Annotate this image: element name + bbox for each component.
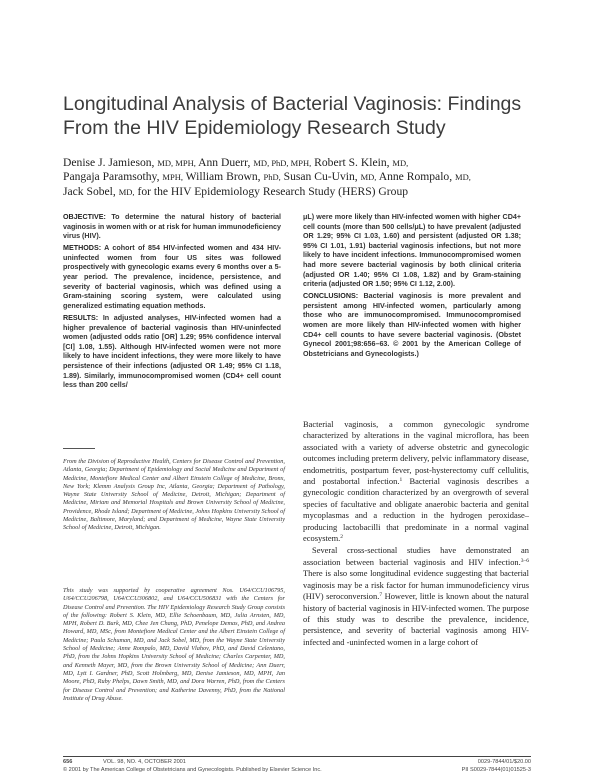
affiliations-footnote: From the Division of Reproductive Health, Centers for Disease Control and Prevention, Atlanta, Georgia; Department of Epidemiology and Social Medicine and Department of Medicine, Montefiore Medical Center and Albert Einstein College of Medicine, Bronx, New York; Klemm Analysis Group Inc, Atlanta, Georgia; Department of Pathology, Wayne State University School of Medicine, Detroit, Michigan; Department of Medicine, Miriam and Memorial Hospitals and Brown University School of Medicine, Providence, Rhode Island; Department of Medicine, Johns Hopkins University School of Medicine, Baltimore, Maryland; and Department of Medicine, Wayne State University School of Medicine, Detroit, Michigan.	[63, 458, 285, 532]
author-degree: PhD,	[263, 172, 281, 183]
citation-ref[interactable]: 2	[340, 534, 344, 541]
author-degree: MD, PhD, MPH,	[253, 158, 312, 168]
results-heading: RESULTS:	[63, 313, 99, 322]
author-name: Robert S. Klein,	[314, 156, 390, 169]
pii-identifier: PII S0029-7844(01)01525-3	[461, 767, 531, 773]
issn-price: 0029-7844/01/$20.00	[477, 759, 531, 765]
support-footnote: This study was supported by cooperative agreement Nos. U64/CCU106795, U64/CCU206798, U64/CCU306802, and U64/CCU506831 with the Centers for Disease Control and Prevention. The HIV Epidemiology Research Study Group consists of the following: Robert S. Klein, MD, Ellie Schoenbaum, MD, Julia Arnsten, MD, MPH, Robert D. Burk, MD, Chee Jen Chang, PhD, Penelope Demas, PhD, and Andrea Howard, MD, MSc, from Montefiore Medical Center and the Albert Einstein College of Medicine; Paula Schuman, MD, and Jack Sobel, MD, from the Wayne State University School of Medicine; Anne Rompalo, MD, David Vlahov, PhD, and David Celentano, PhD, from the Johns Hopkins University School of Medicine; Charles Carpenter, MD, and Kenneth Mayer, MD, from the Brown University School of Medicine; Ann Duerr, MD, Lytt I. Gardner, PhD, Scott Holmberg, MD, Denise Jamieson, MD, MPH, Jan Moore, PhD, Ruby Phelps, Dawn Smith, MD, and Dora Warren, PhD, from the Centers for Disease Control and Prevention; and Katherine Davenny, PhD, from the National Institute of Drug Abuse.	[63, 587, 285, 702]
author-name: Susan Cu-Uvin,	[283, 170, 358, 184]
author-list	[63, 156, 543, 199]
body-paragraph: Bacterial vaginosis, a common gynecologic syndrome characterized by alterations in the vaginal microflora, has been associated with a variety of adverse obstetric and gynecologic outcomes including preterm delivery, pelvic inflammatory disease, endometritis, postpartum fever, post-hysterectomy cuff cellulitis, and postabortal infection.$^1$ Bacterial vaginosis describes a gynecologic condition characterized by an overgrowth of several species of facultative and obligate anaerobic bacteria and genital mycoplasmas and a reduction in the hydrogen peroxidase–producing lactobacilli that predominate in a normal vaginal ecosystem.$^2$	[303, 419, 530, 544]
copyright-notice: © 2001 by The American College of Obstetricians and Gynecologists. Published by Elsevier Science Inc.	[63, 767, 322, 773]
author-name: Denise J. Jamieson,	[63, 156, 155, 169]
title-line-1: Longitudinal Analysis of Bacterial Vaginosis: Findings	[63, 93, 522, 115]
author-group: for the HIV Epidemiology Research Study (HERS) Group	[137, 184, 409, 198]
article-body	[303, 419, 529, 648]
citation-ref[interactable]: 3–6	[520, 557, 529, 564]
footnote-divider	[63, 448, 95, 449]
abstract-methods	[63, 244, 281, 311]
author-name: Anne Rompalo,	[378, 170, 453, 184]
abstract-results	[63, 314, 281, 391]
page-number: 656	[63, 759, 73, 765]
methods-text: A cohort of 854 HIV-infected women and 434 HIV-uninfected women from four US sites was followed prospectively with gynecologic exams every 6 months over a 5-year period. The prevalence, incidence, persistence, and severity of bacterial vaginosis, which was defined using a Gram-staining scoring system, were calculated using generalized estimating equation methods.	[63, 244, 281, 310]
objective-heading: OBJECTIVE:	[63, 213, 106, 221]
abstract-objective	[63, 213, 281, 242]
author-name: Pangaja Paramsothy,	[63, 170, 160, 184]
article-title	[63, 92, 563, 140]
citation-ref[interactable]: 1	[399, 477, 403, 484]
abstract-left-column	[63, 213, 281, 393]
author-degree: MD,	[118, 186, 135, 197]
abstract-conclusions	[303, 292, 521, 359]
abstract-results-continued: μL) were more likely than HIV-infected women with higher CD4+ cell counts (more than 500 cells/μL) to have prevalent (adjusted OR 1.29; 95% CI 1.03, 1.60) and persistent (adjusted OR 1.38; 95% CI 1.01, 1.91) bacterial vaginosis infections, but not more likely to have incident infections. Immunocompromised women had more severe bacterial vaginosis by both clinical criteria (adjusted OR 1.40; 95% CI 1.08, 1.82) and by Gram-staining criteria (adjusted OR 1.50; 95% CI 1.12, 2.00).	[303, 213, 521, 289]
journal-volume: VOL. 98, NO. 4, OCTOBER 2001	[103, 759, 186, 765]
footer-divider	[63, 756, 531, 757]
abstract-right-column	[303, 213, 521, 362]
author-name: William Brown,	[185, 170, 261, 184]
author-degree: MD,	[392, 158, 409, 168]
conclusions-heading: CONCLUSIONS:	[303, 292, 359, 301]
body-paragraph: Several cross-sectional studies have demonstrated an association between bacterial vaginosis and HIV infection.$^{3-6}$ There is also some longitudinal evidence suggesting that bacterial vaginosis may be a risk factor for human immunodeficiency virus (HIV) seroconversion.$^7$ However, little is known about the natural history of bacterial vaginosis in HIV-infected women. The purpose of this study was to describe the prevalence, incidence, persistence, and severity of bacterial vaginosis among HIV-infected and -uninfected women in a large cohort of	[303, 545, 529, 647]
title-line-2: From the HIV Epidemiology Research Study	[63, 117, 446, 139]
methods-heading: METHODS:	[63, 244, 102, 253]
author-degree: MD, MPH,	[157, 158, 196, 168]
author-name: Ann Duerr,	[198, 156, 251, 169]
objective-text: To determine the natural history of bacterial vaginosis in women with or at risk for human immunodeficiency virus (HIV).	[63, 213, 281, 241]
conclusions-text: Bacterial vaginosis is more prevalent and persistent among HIV-infected women, particularly among those who are immunocompromised. Immunocompromised women are more likely than HIV-infected women with higher CD4+ cell counts to have severe bacterial vaginosis. (Obstet Gynecol 2001;98:656–63. © 2001 by the American College of Obstetricians and Gynecologists.)	[303, 292, 521, 358]
author-name: Jack Sobel,	[63, 184, 116, 198]
author-degree: MD,	[455, 172, 471, 183]
citation-ref[interactable]: 7	[379, 592, 383, 599]
author-degree: MD,	[360, 172, 377, 183]
results-text: In adjusted analyses, HIV-infected women had a higher prevalence of bacterial vaginosis than HIV-uninfected women (adjusted odds ratio [OR] 1.29; 95% confidence interval [CI] 1.08, 1.55). Although HIV-infected women were not more likely to have incident infections, they were more likely to have persistence of their infections (adjusted OR 1.49; 95% CI 1.18, 1.89). Similarly, immunocompromised women (CD4+ cell count less than 200 cells/	[63, 313, 282, 390]
author-degree: MPH,	[162, 172, 183, 183]
